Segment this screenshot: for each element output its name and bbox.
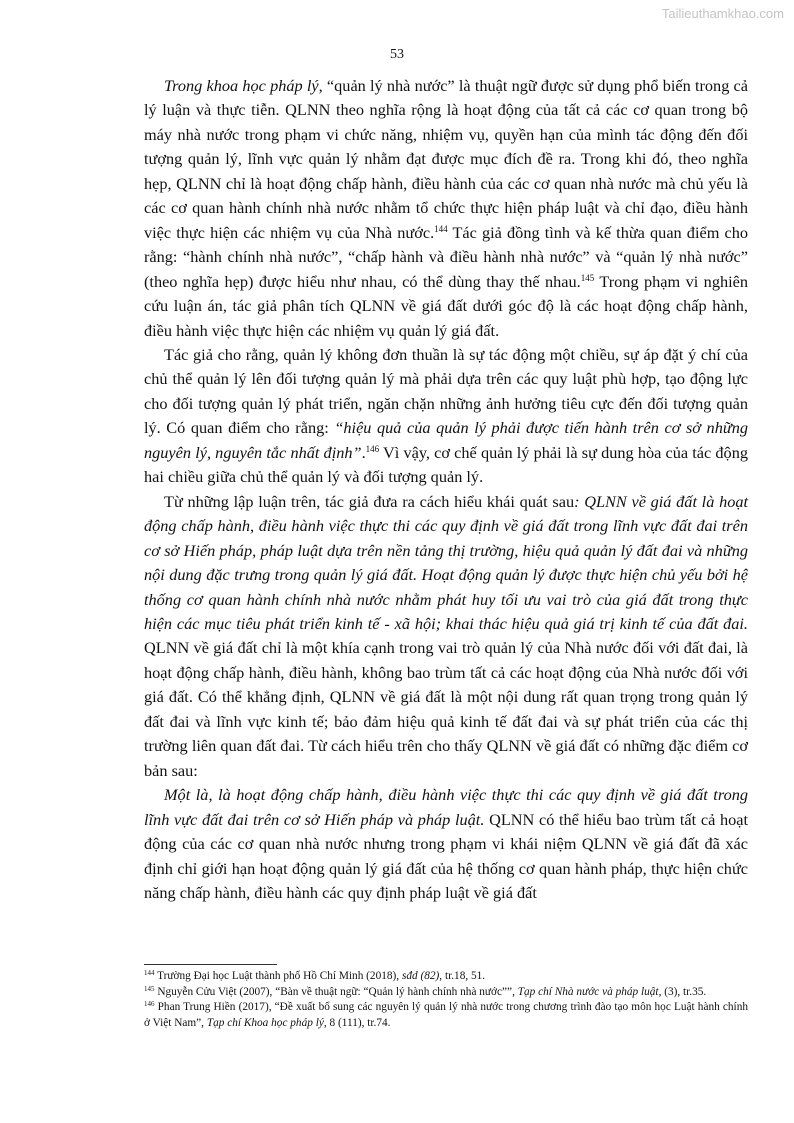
- text-run: QLNN có thể hiểu bao trùm tất cả hoạt động của các cơ quan nhà nước nhưng trong phạm vi khái niệm QLNN về giá đất đã xác định chỉ giới hạn hoạt động quản lý giá đất của hệ thống cơ quan hành pháp, thực hiện chức năng chấp hành, điều hành các quy định pháp luật về giá đất: [144, 809, 749, 902]
- footnote-ref-146[interactable]: 146: [365, 443, 380, 454]
- footnote-text: Nguyễn Cửu Việt (2007), “Bàn về thuật ngữ: “Quản lý hành chính nhà nước””,: [154, 985, 518, 998]
- page-number: 53: [390, 47, 404, 62]
- paragraph: [144, 783, 748, 905]
- point-heading: Một là, là hoạt động chấp hành, điều hành việc thực thi các quy định về giá đất trong lĩnh vực đất đai trên cơ sở Hiến pháp và pháp luật.: [144, 785, 748, 829]
- footnote-text: Tạp chí Khoa học pháp lý: [206, 1017, 324, 1030]
- footnote-144: [144, 969, 748, 985]
- body-text: [144, 74, 748, 905]
- text-run: Trong phạm vi nghiên cứu luận án, tác giả phân tích QLNN về giá đất dưới góc độ là các hoạt động chấp hành, điều hành việc thực hiện các nhiệm vụ quản lý giá đất.: [144, 271, 748, 340]
- footnote-number: 146: [144, 1000, 155, 1009]
- paragraph: [144, 343, 748, 490]
- quotation: “hiệu quả của quản lý phải được tiến hành trên cơ sở những nguyên lý, nguyên tắc nhất định”: [144, 418, 749, 462]
- text-run: Tác giả cho rằng, quản lý không đơn thuần là sự tác động một chiều, sự áp đặt ý chí của chủ thể quản lý lên đối tượng quản lý mà phải dựa trên các quy luật phù hợp, tạo động lực cho đối tượng quản lý phát triển, ngăn chặn những ảnh hưởng tiêu cực đến đối tượng quản lý. Có quan điểm cho rằng:: [144, 344, 748, 438]
- paragraph: [144, 74, 748, 343]
- footnote-ref-145[interactable]: 145: [580, 272, 595, 283]
- footnote-145: [144, 985, 748, 1001]
- footnote-text: Trường Đại học Luật thành phố Hồ Chí Minh (2018),: [154, 970, 402, 982]
- footnote-text: sđd (82): [401, 970, 440, 982]
- footnote-text: Phan Trung Hiền (2017), “Đề xuất bổ sung các nguyên lý quản lý nhà nước trong chương trình đào tạo môn học Luật hành chính ở Việt Nam”,: [144, 1001, 748, 1030]
- watermark: Tailieuthamkhao.com: [661, 6, 784, 21]
- footnote-text: Tạp chí Nhà nước và pháp luật: [517, 985, 659, 998]
- text-run: Từ những lập luận trên, tác giả đưa ra cách hiểu khái quát sau: [164, 491, 575, 511]
- footnotes: [144, 969, 748, 1032]
- text-run: Tác giả đồng tình và kế thừa quan điểm cho rằng: “hành chính nhà nước”, “chấp hành và điều hành nhà nước” và “quản lý nhà nước” (theo nghĩa hẹp) được hiểu như nhau, có thể dùng thay thế nhau.: [144, 222, 749, 291]
- text-run: Trong khoa học pháp lý,: [164, 76, 323, 95]
- footnote-text: , (3), tr.35.: [658, 985, 707, 998]
- footnote-ref-144[interactable]: 144: [434, 223, 448, 234]
- footnote-text: , 8 (111), tr.74.: [323, 1017, 391, 1030]
- text-run: Vì vậy, cơ chế quản lý phải là sự dung hòa của tác động hai chiều giữa chủ thể quản lý và đối tượng quản lý.: [144, 442, 748, 487]
- definition: : QLNN về giá đất là hoạt động chấp hành, điều hành việc thực thi các quy định về giá đất trong lĩnh vực đất đai trên cơ sở Hiến pháp, pháp luật dựa trên nền tảng thị trường, hiệu quả quản lý đất đai và những nội dung đặc trưng trong quản lý giá đất. Hoạt động quản lý được thực hiện chủ yếu bởi hệ thống cơ quan hành chính nhà nước nhằm phát huy tối ưu vai trò của giá đất trong thực hiện các mục tiêu phát triển kinh tế - xã hội; khai thác hiệu quả giá trị kinh tế của đất đai.: [144, 491, 749, 633]
- text-run: “quản lý nhà nước” là thuật ngữ được sử dụng phổ biến trong cả lý luận và thực tiễn. QLNN theo nghĩa rộng là hoạt động của tất cả các cơ quan trong bộ máy nhà nước trong phạm vi chức năng, nhiệm vụ, quyền hạn của mình tác động đến đối tượng quản lý, lĩnh vực quản lý nhằm đạt được mục đích đề ra. Trong khi đó, theo nghĩa hẹp, QLNN chỉ là hoạt động chấp hành, điều hành của các cơ quan nhà nước mà chủ yếu là các cơ quan hành chính nhà nước nhằm tổ chức thực hiện pháp luật và chỉ đạo, điều hành việc thực hiện các nhiệm vụ của Nhà nước.: [144, 76, 749, 242]
- text-run: .: [361, 442, 366, 462]
- footnote-divider: [144, 964, 277, 965]
- footnote-146: [144, 1000, 748, 1031]
- text-run: QLNN về giá đất chỉ là một khía cạnh trong vai trò quản lý của Nhà nước đối với đất đai, là hoạt động chấp hành, điều hành, không bao trùm tất cả các hoạt động của Nhà nước đối với giá đất. Có thể khẳng định, QLNN về giá đất là một nội dung rất quan trọng trong quản lý đất đai và lĩnh vực kinh tế; bảo đảm hiệu quả kinh tế đất đai và sự phát triển của các thị trường liên quan đất đai. Từ cách hiểu trên cho thấy QLNN về giá đất có những đặc điểm cơ bản sau:: [144, 638, 748, 780]
- paragraph: [144, 490, 748, 783]
- footnote-text: , tr.18, 51.: [439, 970, 486, 982]
- footnote-number: 144: [144, 969, 155, 977]
- footnote-number: 145: [144, 984, 155, 993]
